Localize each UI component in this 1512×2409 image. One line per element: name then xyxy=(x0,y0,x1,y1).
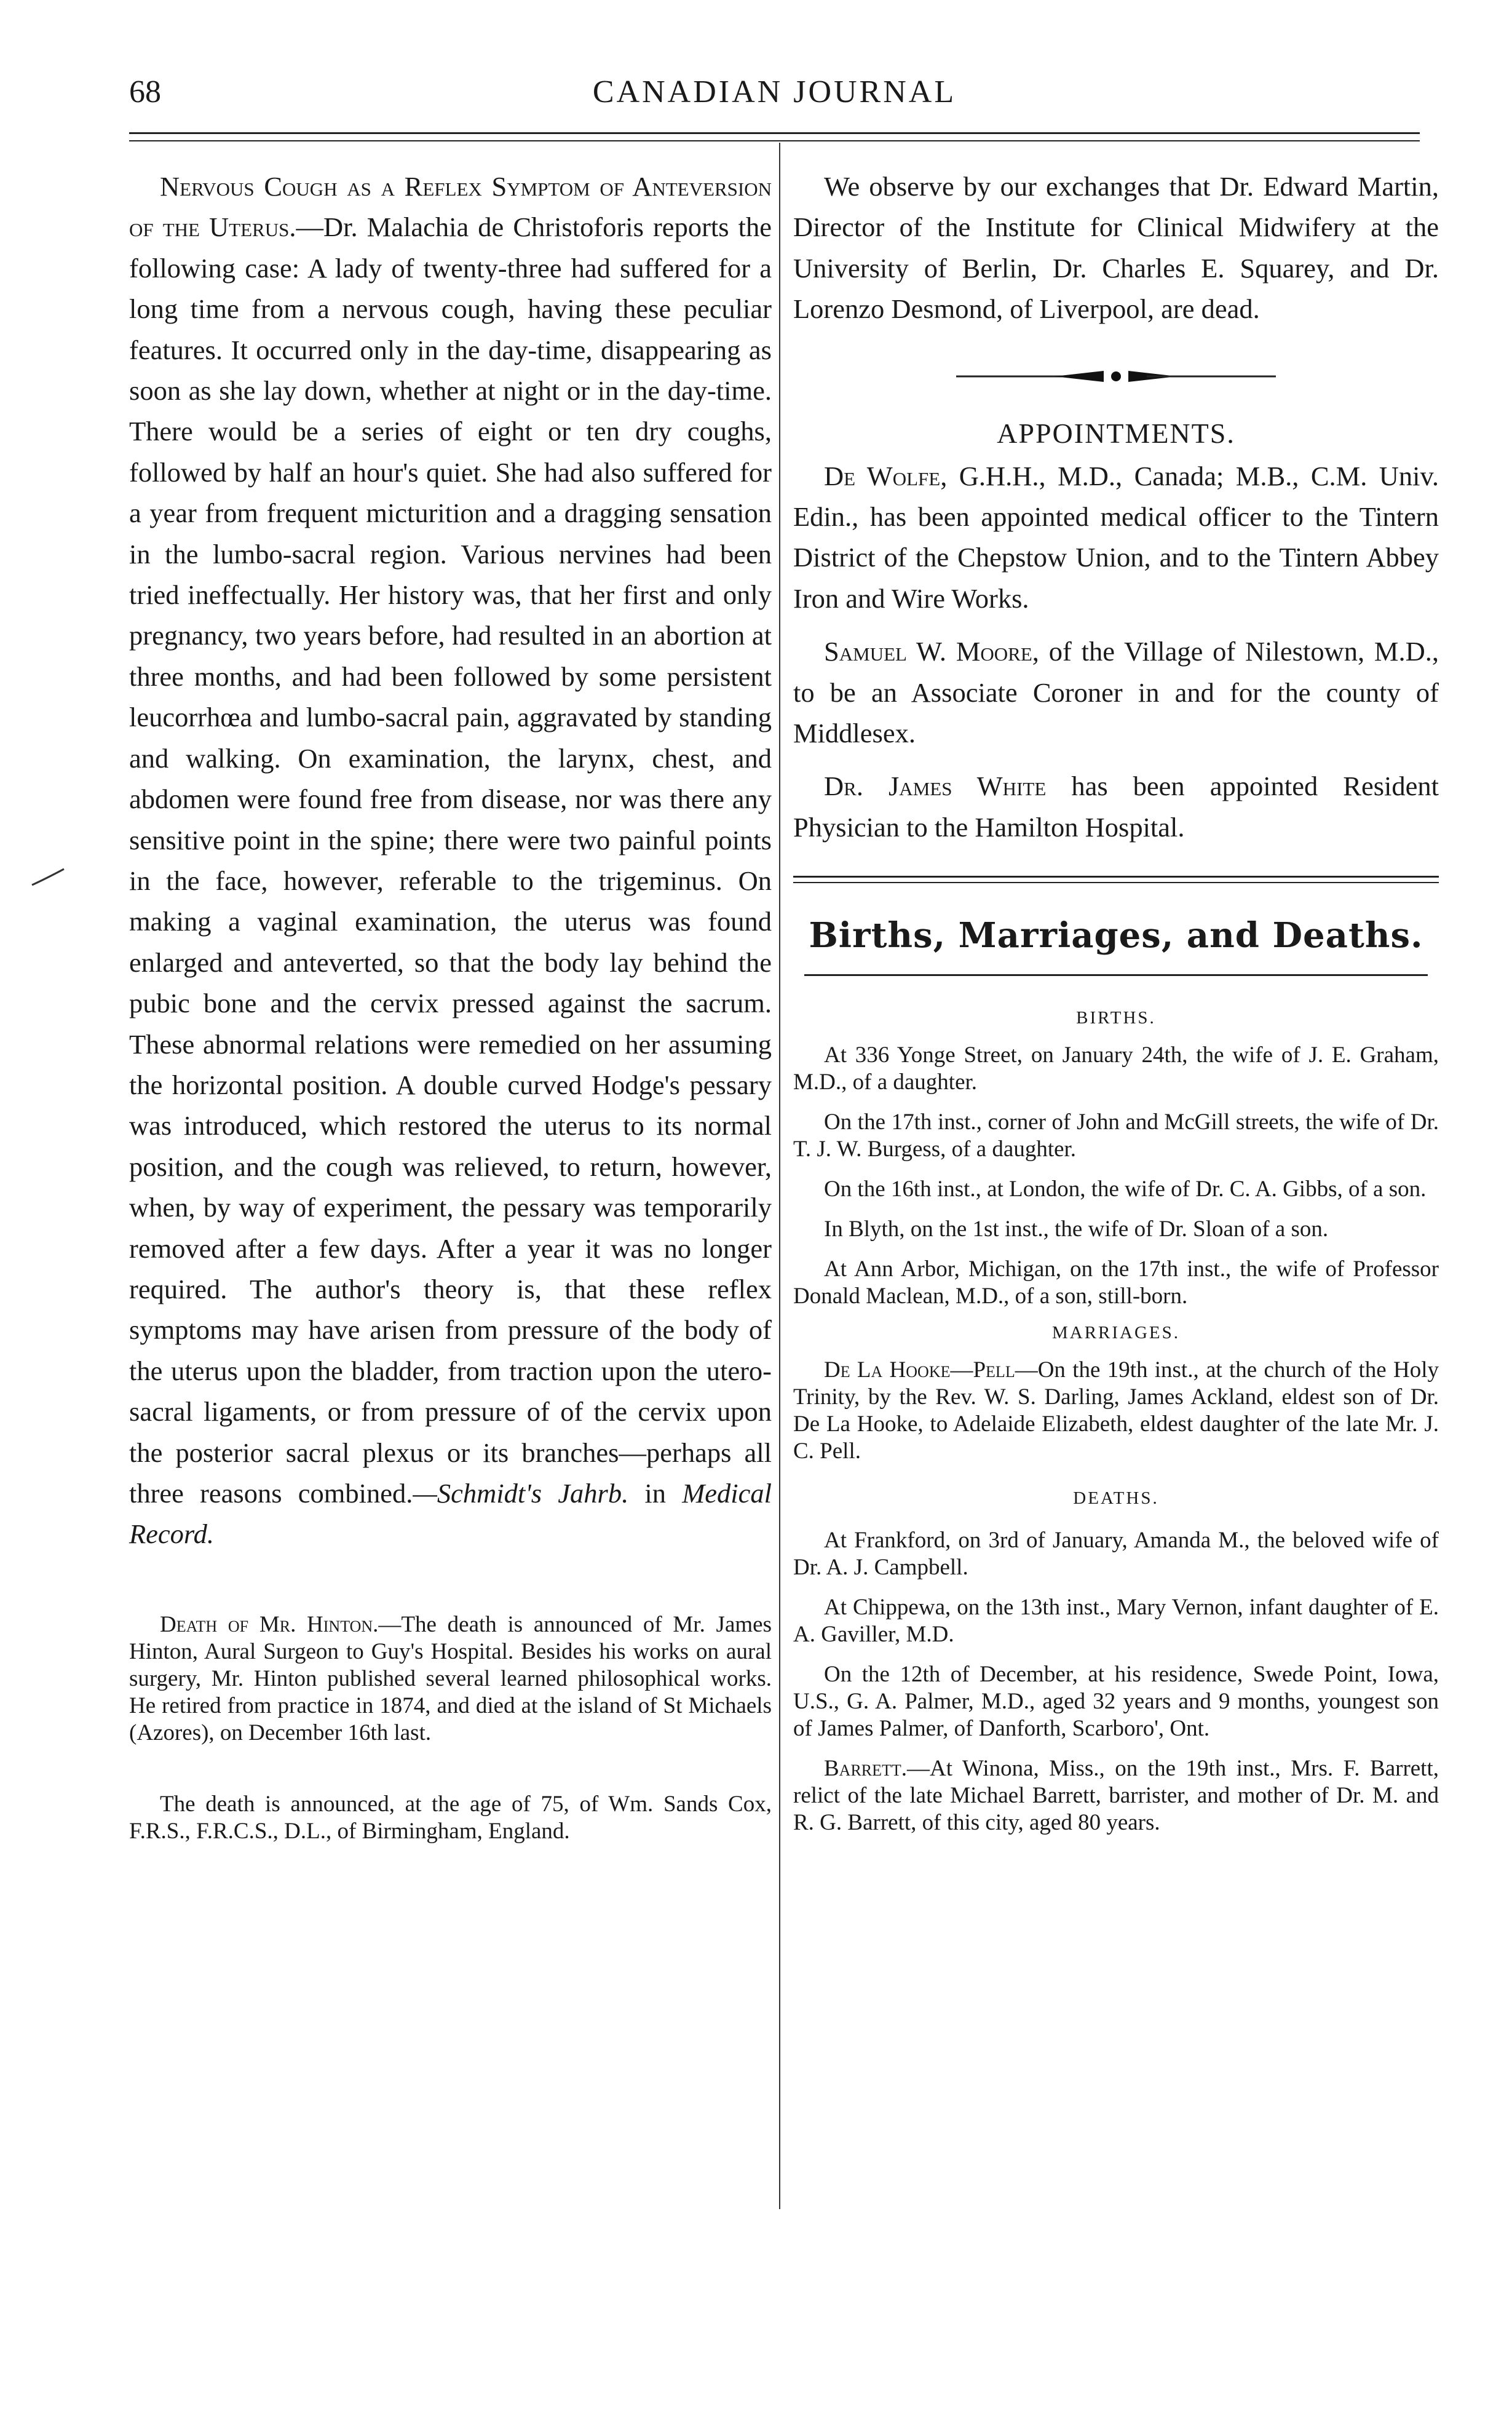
left-column xyxy=(129,166,772,1845)
article-body: The death is announced, at the age of 75, of Wm. Sands Cox, F.R.S., F.R.C.S., D.L., of Birmingham, England. xyxy=(129,1791,772,1844)
journal-title: CANADIAN JOURNAL xyxy=(592,74,957,109)
citation-connector: in xyxy=(628,1478,683,1509)
section-rule xyxy=(793,876,1439,883)
ornament-divider xyxy=(956,365,1276,387)
deaths-heading: DEATHS. xyxy=(1073,1488,1159,1509)
article-death-hinton xyxy=(129,1611,772,1747)
appointment-entry xyxy=(793,631,1439,753)
birth-entry: On the 16th inst., at London, the wife of Dr. C. A. Gibbs, of a son. xyxy=(824,1177,1427,1202)
appointment-entry xyxy=(793,766,1439,847)
article-nervous-cough xyxy=(129,166,772,1555)
appointment-entry xyxy=(793,456,1439,619)
running-header xyxy=(129,74,1420,123)
heading-underline xyxy=(804,974,1428,976)
header-rule xyxy=(129,132,1420,141)
birth-entry: In Blyth, on the 1st inst., the wife of Dr. Sloan of a son. xyxy=(824,1216,1329,1242)
marriage-names: De La Hooke—Pell xyxy=(824,1357,1015,1383)
appointee-name: De Wolfe, xyxy=(824,460,948,491)
marriages-heading: MARRIAGES. xyxy=(1051,1323,1181,1343)
appointee-name: Dr. James White xyxy=(824,771,1047,802)
article-body: —Dr. Malachia de Christoforis reports the following case: A lady of twenty-three had suffered for a long time from a nervous cough, having these peculiar features. It occurred only in the day-time, disappearing as soon as she lay down, whether at night or in the day-time. There would be a series of eight or ten dry coughs, followed by half an hour's quiet. She had also suffered for a year from frequent micturition and a dragging sensation in the lumbo-sacral region. Various nervines had been tried ineffectually. Her history was, that her first and only pregnancy, two years before, had resulted in an abortion at three months, and had been followed by some persistent leucorrhœa and lumbo-sacral pain, aggravated by standing and walking. On examination, the larynx, chest, and abdomen were found free from disease, nor was there any sensitive point in the spine; there were two painful points in the face, however, referable to the trigeminus. On making a vaginal examination, the uterus was found enlarged and anteverted, so that the body lay behind the pubic bone and the cervix pressed against the sacrum. These abnormal relations were remedied on her assuming the horizontal position. A double curved Hodge's pessary was introduced, which restored the uterus to its normal position, and the cough was relieved, to return, however, when, by way of experiment, the pessary was temporarily removed after a few days. After a year it was no longer required. The author's theory is, that these reflex symptoms may have arisen from pressure of the body of the uterus upon the bladder, from traction upon the utero-sacral ligaments, or from pressure of of the cervix upon the posterior sacral plexus or its branches—perhaps all three reasons combined. xyxy=(129,212,772,1509)
death-entry: At Chippewa, on the 13th inst., Mary Vernon, infant daughter of E. A. Gaviller, M.D. xyxy=(793,1595,1439,1648)
citation-source: —Schmidt's Jahrb. xyxy=(413,1478,629,1509)
death-entry: At Frankford, on 3rd of January, Amanda M., the beloved wife of Dr. A. J. Campbell. xyxy=(793,1528,1439,1581)
marriage-text: —On the 19th inst., at the church of the Holy Trinity, by the Rev. W. S. Darling, James Ackland, eldest son of Dr. De La Hooke, to Adelaide Elizabeth, eldest daughter of the late Mr. J. C. Pell. xyxy=(793,1357,1439,1464)
death-text: —At Winona, Miss., on the 19th inst., Mrs. F. Barrett, relict of the late Michael Barrett, barrister, and mother of Dr. M. and R. G. Barrett, of this city, aged 80 years. xyxy=(793,1756,1439,1836)
births-heading: BIRTHS. xyxy=(1076,1008,1156,1028)
obituary-notice: We observe by our exchanges that Dr. Edward Martin, Director of the Institute for Clinical Midwifery at the University of Berlin, Dr. Charles E. Squarey, and Dr. Lorenzo Desmond, of Liverpool, are dead. xyxy=(793,171,1439,325)
birth-entry: On the 17th inst., corner of John and McGill streets, the wife of Dr. T. J. W. Burgess, of a daughter. xyxy=(793,1109,1439,1162)
marriage-entry xyxy=(793,1357,1439,1465)
article-title: Nervous Cough as a Reflex Symptom of Anteversion of the Uterus. xyxy=(129,171,772,243)
appointment-text: has been appointed Resident Physician to the Hamilton Hospital. xyxy=(793,771,1439,843)
article-title: Death of Mr. Hinton. xyxy=(160,1611,379,1637)
article-body: —The death is announced of Mr. James Hinton, Aural Surgeon to Guy's Hospital. Besides his works on aural surgery, Mr. Hinton published several learned philosophical works. He retired from practice in 1874, and died at the island of St Michaels (Azores), on December 16th last. xyxy=(129,1611,772,1745)
right-column xyxy=(793,166,1439,1849)
appointee-name: Samuel W. Moore, xyxy=(824,636,1039,667)
margin-pencil-mark xyxy=(30,864,66,889)
appointment-text: of the Village of Nilestown, M.D., to be an Associate Coroner in and for the county of Middlesex. xyxy=(793,636,1439,749)
page-number: 68 xyxy=(129,74,161,109)
death-entry: On the 12th of December, at his residence, Swede Point, Iowa, U.S., G. A. Palmer, M.D., aged 32 years and 9 months, youngest son of James Palmer, of Danforth, Scarboro', Ont. xyxy=(793,1662,1439,1742)
citation-journal: Medical Record. xyxy=(129,1478,772,1550)
birth-entry: At Ann Arbor, Michigan, on the 17th inst., the wife of Professor Donald Maclean, M.D., of a son, still-born. xyxy=(793,1256,1439,1309)
births-marriages-deaths-heading: Births, Marriages, and Deaths. xyxy=(809,915,1423,956)
birth-entry: At 336 Yonge Street, on January 24th, the wife of J. E. Graham, M.D., of a daughter. xyxy=(793,1042,1439,1095)
death-entry xyxy=(793,1755,1439,1836)
deceased-name: Barrett. xyxy=(824,1756,908,1782)
column-divider xyxy=(779,143,780,2209)
article-death-cox xyxy=(129,1791,772,1845)
appointments-heading: APPOINTMENTS. xyxy=(997,417,1235,449)
appointment-text: G.H.H., M.D., Canada; M.B., C.M. Univ. Edin., has been appointed medical officer to the Tintern District of the Chepstow Union, and to the Tintern Abbey Iron and Wire Works. xyxy=(793,460,1439,614)
